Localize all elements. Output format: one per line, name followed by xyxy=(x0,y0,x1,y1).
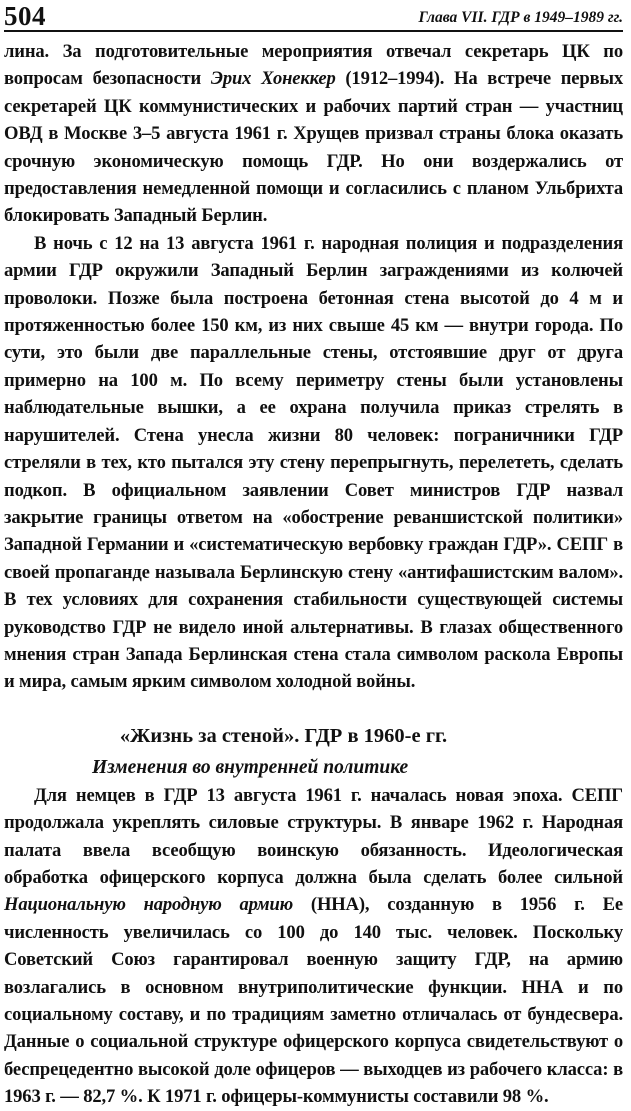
subsection-title: Изменения во внутренней политике xyxy=(92,756,409,778)
emphasized-term: Национальную народную армию xyxy=(4,894,294,916)
paragraph-continued xyxy=(4,38,623,230)
paragraph-berlin-wall: В ночь с 12 на 13 августа 1961 г. народная полиция и подразделения армии ГДР окружили Западный Берлин заграждениями из колючей проволоки. Позже была построена бетонная стена высотой до 4 м и протяженностью более 150 км, из них свыше 45 км — внутри города. По сути, это были две параллельные стены, отстоявшие друг от друга примерно на 100 м. По всему периметру стены были установлены наблюдательные вышки, а ее охрана получила приказ стрелять в нарушителей. Стена унесла жизни 80 человек: пограничники ГДР стреляли в тех, кто пытался эту стену перепрыгнуть, перелететь, сделать подкоп. В официальном заявлении Совет министров ГДР назвал закрытие границы ответом на «обострение реваншистской политики» Западной Германии и «систематическую вербовку граждан ГДР». СЕПГ в своей пропаганде называла Берлинскую стену «антифашистским валом». В тех условиях для сохранения стабильности существующей системы руководство ГДР не видело иной альтернативы. В глазах общественного мнения стран Запада Берлинская стена стала символом раскола Европы и мира, самым ярким символом холодной войны. xyxy=(4,232,623,693)
running-header xyxy=(4,0,623,32)
emphasized-name: Эрих Хонеккер xyxy=(210,68,336,90)
paragraph-new-era xyxy=(4,782,623,1111)
section-title: «Жизнь за стеной». ГДР в 1960-е гг. xyxy=(119,724,448,747)
paragraph-text: Для немцев в ГДР 13 августа 1961 г. началась новая эпоха. СЕПГ продолжала укреплять силовые структуры. В январе 1962 г. Народная палата ввела всеобщую воинскую обязанность. Идеологическая обработка офицерского корпуса должна была сделать более сильной xyxy=(4,784,623,888)
chapter-title: Глава VII. ГДР в 1949–1989 гг. xyxy=(418,9,623,26)
paragraph-text: (ННА), созданную в 1956 г. Ее численность увеличилась со 100 до 140 тыс. человек. Поскольку Советский Союз гарантировал военную защиту ГДР, на армию возлагались в основном внутриполитические функции. ННА и по социальному составу, и по традициям заметно отличалась от бундесвера. Данные о социальной структуре офицерского корпуса свидетельствуют о беспрецедентно высокой доле офицеров — выходцев из рабочего класса: в 1963 г. — 82,7 %. К 1971 г. офицеры-коммунисты составили 98 %. xyxy=(4,894,623,1108)
main-text xyxy=(4,38,623,1111)
paragraph-text: лина. За подготовительные мероприятия отвечал секретарь ЦК по вопросам безопасности xyxy=(4,41,623,90)
page-number: 504 xyxy=(4,1,46,31)
paragraph-text: (1912–1994). На встрече первых секретарей ЦК коммунистических и рабочих партий стран — участниц ОВД в Москве 3–5 августа 1961 г. Хрущев призвал страны блока оказать срочную экономическую помощь ГДР. Но они воздержались от предоставления немедленной помощи и согласились с планом Ульбрихта блокировать Западный Берлин. xyxy=(4,68,623,227)
